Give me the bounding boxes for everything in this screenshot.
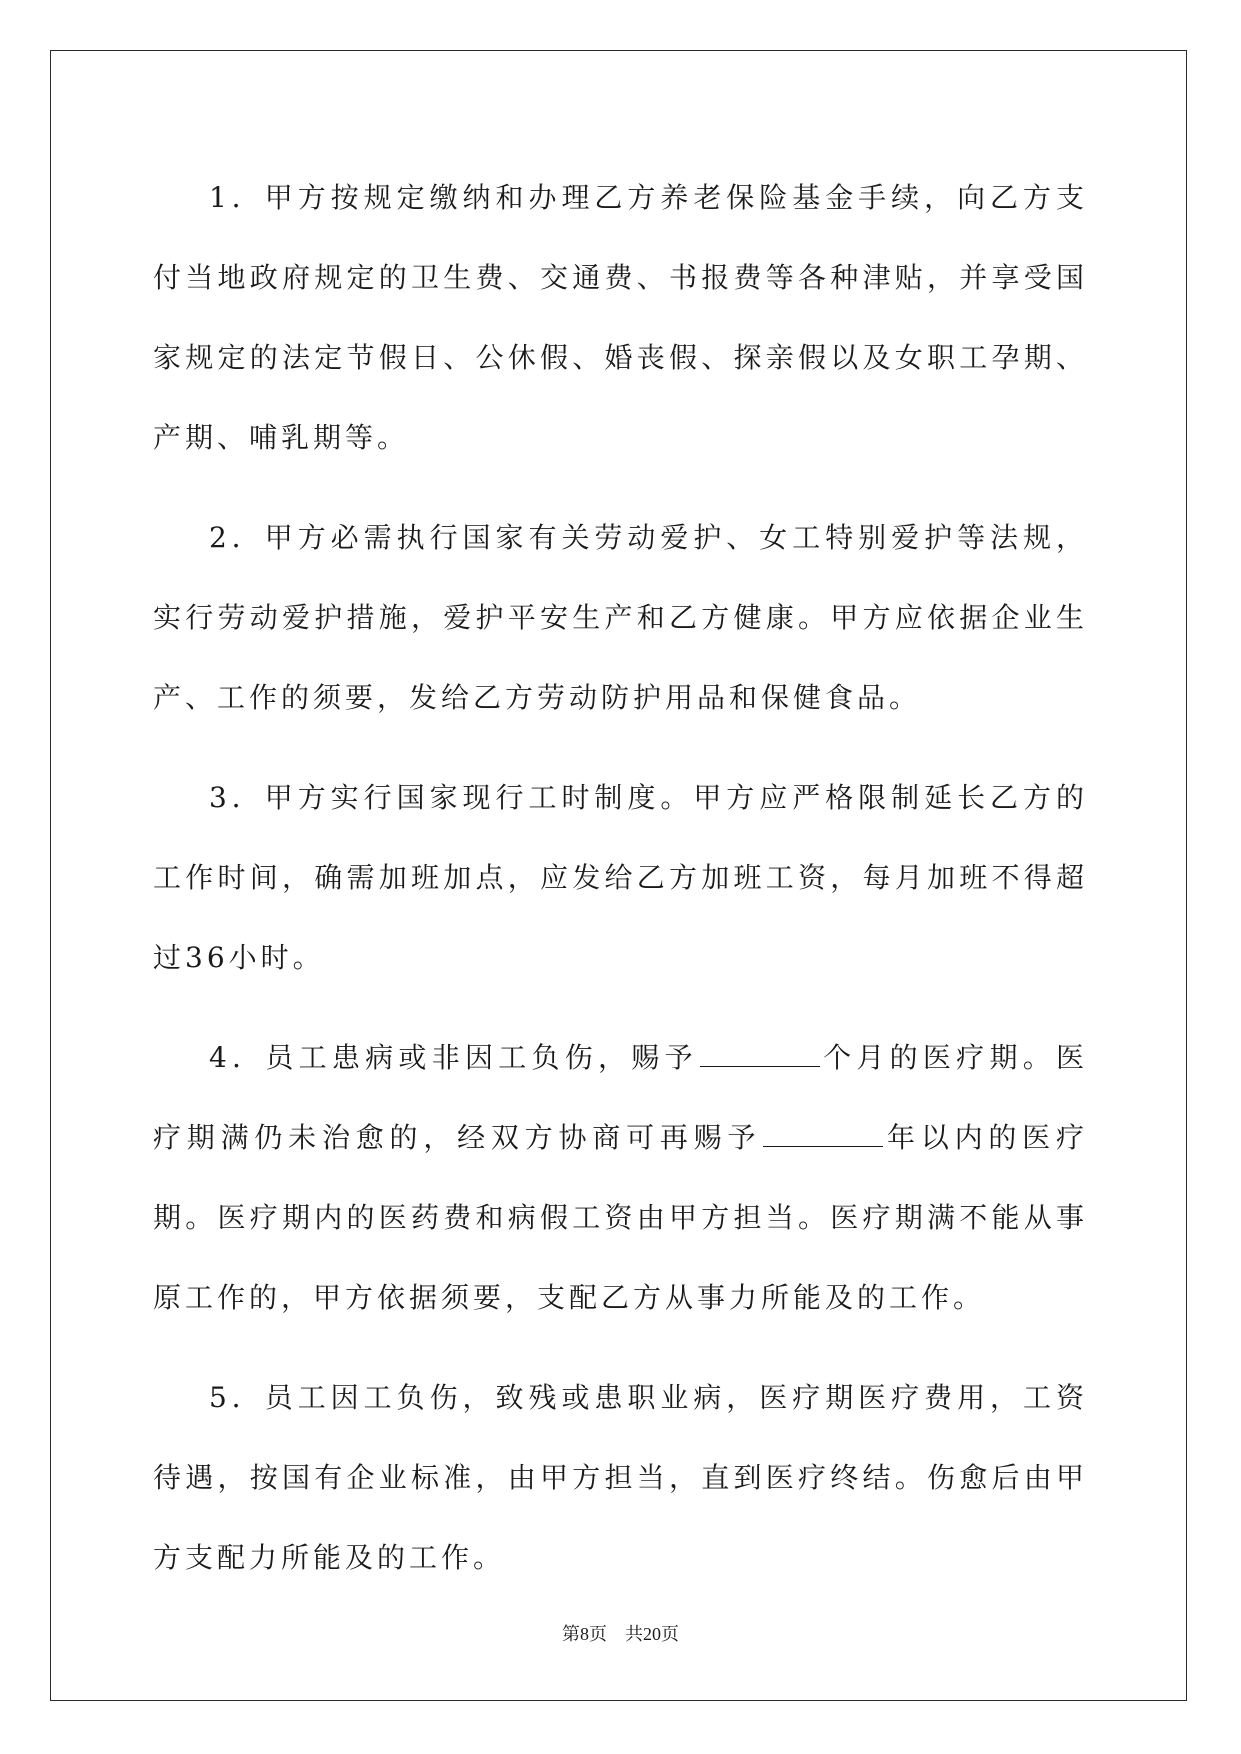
paragraph-4-text-a: 4．员工患病或非因工负伤，赐予 bbox=[209, 1041, 698, 1074]
paragraph-4 bbox=[153, 1018, 1088, 1338]
paragraph-4-text-b: 个月的医疗期。医疗期满仍未治愈的，经双方协商可再赐予 bbox=[153, 1041, 1088, 1154]
paragraph-2-text: 2．甲方必需执行国家有关劳动爱护、女工特别爱护等法规，实行劳动爱护措施，爱护平安生产和乙方健康。甲方应依据企业生产、工作的须要，发给乙方劳动防护用品和保健食品。 bbox=[153, 521, 1088, 714]
page-footer bbox=[0, 1620, 1241, 1646]
paragraph-2 bbox=[153, 498, 1088, 738]
blank-field-years bbox=[763, 1122, 883, 1147]
page-number-label: 第8页 bbox=[562, 1624, 607, 1644]
document-body bbox=[153, 158, 1088, 1618]
paragraph-3 bbox=[153, 758, 1088, 998]
paragraph-5-text: 5．员工因工负伤，致残或患职业病，医疗期医疗费用，工资待遇，按国有企业标准，由甲方担当，直到医疗终结。伤愈后由甲方支配力所能及的工作。 bbox=[153, 1381, 1088, 1574]
paragraph-1-text: 1．甲方按规定缴纳和办理乙方养老保险基金手续，向乙方支付当地政府规定的卫生费、交通费、书报费等各种津贴，并享受国家规定的法定节假日、公休假、婚丧假、探亲假以及女职工孕期、产期、哺乳期等。 bbox=[153, 181, 1088, 454]
paragraph-3-text: 3．甲方实行国家现行工时制度。甲方应严格限制延长乙方的工作时间，确需加班加点，应发给乙方加班工资，每月加班不得超过36小时。 bbox=[153, 781, 1088, 974]
blank-field-months bbox=[700, 1042, 820, 1067]
page-total-label: 共20页 bbox=[625, 1624, 679, 1644]
paragraph-4-text-c: 年以内的医疗期。医疗期内的医药费和病假工资由甲方担当。医疗期满不能从事原工作的，甲方依据须要，支配乙方从事力所能及的工作。 bbox=[153, 1121, 1088, 1314]
paragraph-1 bbox=[153, 158, 1088, 478]
paragraph-5 bbox=[153, 1358, 1088, 1598]
